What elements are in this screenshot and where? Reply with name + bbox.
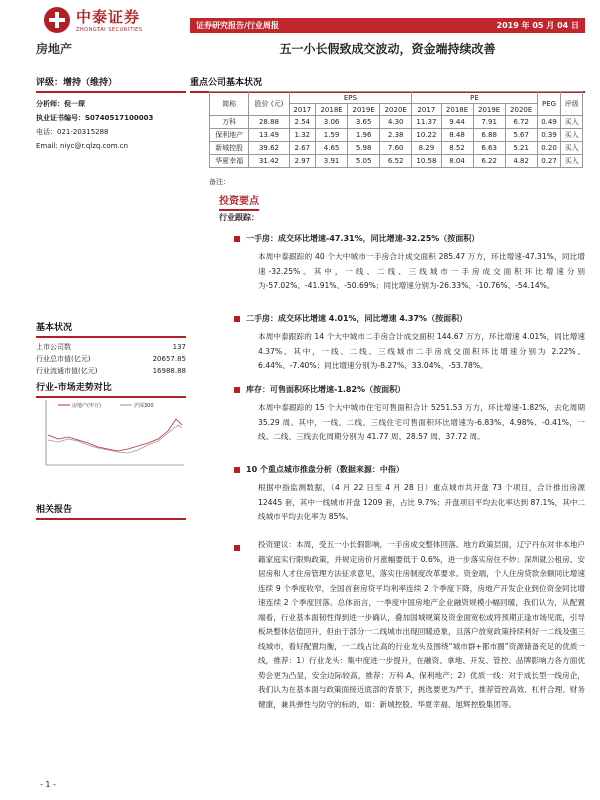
invest-title: 投资要点 <box>219 192 259 211</box>
report-date: 2019 年 05 月 04 日 <box>496 21 579 30</box>
page-number: - 1 - <box>40 780 56 789</box>
rating: 评级：增持（维持） <box>36 75 186 93</box>
trend-title: 行业-市场走势对比 <box>36 380 186 398</box>
bullet-second-hand: 二手房：成交环比增速 4.01%，同比增速 4.37%（按面积） <box>234 313 467 324</box>
bullet-icon <box>234 387 240 393</box>
th-pe: PE <box>412 92 537 104</box>
table-row: 万科 28.88 2.54 3.06 3.65 4.30 11.37 9.44 7.91 6.72 0.49 买入 <box>210 116 583 129</box>
para-second-hand: 本周中泰跟踪的 14 个大中城市二手房合计成交面积 144.67 万方，环比增速 4.01%，同比增速 4.37%。其中，一线、二线、三线城市二手房成交面积环比增速分别为 2.22%、6.44%、-7.40%；同比增速分别为-8.27%、33.04%、-53.78%。 <box>258 332 585 370</box>
cert-label: 执业证书编号： <box>36 114 85 122</box>
logo-icon <box>44 7 70 33</box>
analyst-label: 分析师： <box>36 100 64 108</box>
company-table <box>209 91 583 168</box>
basic-section <box>36 320 186 377</box>
bullet-city-analysis: 10 个重点城市推盘分析（数据来源：中指） <box>234 464 404 475</box>
company-logo <box>44 6 143 33</box>
basic-row: 行业总市值(亿元) 20657.85 <box>36 355 186 363</box>
legend-series-1: 房地产(申万) <box>72 403 101 409</box>
th-year: 2017 <box>412 104 441 116</box>
series-line-realestate <box>48 419 182 451</box>
bullet-icon <box>234 236 240 242</box>
analyst-email[interactable]: Email: niyc@r.qlzq.com.cn <box>36 142 129 150</box>
table-note: 备注： <box>209 178 230 186</box>
th-year: 2017 <box>289 104 315 116</box>
para-suggestion: 投资建议：本周，受五一小长假影响，一手房成交整体回落。地方政策层面，辽宁丹东对非本地户籍家庭实行限购政策，并规定房价月涨幅要低于 0.6%，进一步落实房住不炒；深圳就公租房、安居房和人才住房管理方法征求意见，落实住房制度改革要求。资金端，个人住房贷款余额同比增速连续 9 个季度收窄，全国首套房贷平均利率连续 2 个季度下降，房地产开发企业到位资金同比增速连续 2 个季度回落。总体而言，一季度中国房地产企业融资规模小幅回暖，我们认为，从配置端看，行业基本面韧性得到进一步确认，叠加国城规策及资金面宽松或将预期正逢市场见底，引导板块整体估值回升，但由于部分一二线城市出现回暖迹象，且落户放宽政策持续利好一二线及强三线城市，看好配置均衡，一二线占比高的行业龙头及围绕“城市群+都市圈”资源储备充足的优质一线，推荐：1）行业龙头：集中度进一步提升，在融资、拿地、开发、管控、品牌影响力各方面优势会更为凸显，安全边际较高，推荐：万科 A、保利地产；2）优质一线：对于成长型一线房企，我们认为在基本面与政策面接近底部的背景下，挑选要更为严于，推荐管控高效、杠杆合理、财务健康，兼具弹性与防守的标的，如：新城控股、华夏幸福、旭辉控股集团等。 <box>258 540 585 709</box>
brand-en: ZHONGTAI SECURITIES <box>76 27 143 33</box>
bullet-new-home: 一手房：成交环比增速-47.31%，同比增速-32.25%（按面积） <box>234 233 479 244</box>
analyst-phone: 电话：021-20315288 <box>36 128 109 136</box>
th-year: 2020E <box>380 104 412 116</box>
report-type: 证券研究报告/行业周报 <box>196 21 279 30</box>
th-peg: PEG <box>537 92 561 116</box>
basic-row: 上市公司数 137 <box>36 343 186 351</box>
cert-number: S0740517100003 <box>85 114 154 122</box>
track-label: 行业跟踪： <box>219 213 259 222</box>
bullet-icon <box>234 545 240 551</box>
th-year: 2019E <box>348 104 380 116</box>
bullet-inventory: 库存：可售面积环比增速-1.82%（按面积） <box>234 384 405 395</box>
legend-series-2: 沪深300 <box>134 403 154 409</box>
para-inventory: 本周中泰跟踪的 15 个大中城市住宅可售面积合计 5251.53 万方，环比增速-1.82%，去化周期 35.29 周。其中，一线、二线、三线住宅可售面积环比增速为-6.83%、4.98%、-0.41%，一线、二线、三线去化周期分别为 41.77 周、28.57 周、37.72 周。 <box>258 403 585 441</box>
th-year: 2018E <box>441 104 473 116</box>
series-line-hs300 <box>48 425 182 453</box>
headline: 五一小长假致成交波动，资金端持续改善 <box>279 42 496 56</box>
th-name: 简称 <box>210 92 249 116</box>
table-title: 重点公司基本状况 <box>190 75 585 93</box>
analyst-info <box>36 97 186 153</box>
th-price: 股价 (元) <box>249 92 289 116</box>
bullet-suggestion <box>234 543 246 552</box>
basic-title: 基本状况 <box>36 320 186 338</box>
related-title: 相关报告 <box>36 502 186 520</box>
basic-row: 行业流通市值(亿元) 16988.88 <box>36 367 186 375</box>
header-bar <box>190 18 585 33</box>
table-row: 保利地产 13.49 1.32 1.59 1.96 2.38 10.22 8.48 6.88 5.67 0.39 买入 <box>210 129 583 142</box>
bullet-icon <box>234 467 240 473</box>
th-year: 2019E <box>473 104 505 116</box>
sector-title: 房地产 <box>36 42 73 56</box>
para-new-home: 本周中泰跟踪的 40 个大中城市一手房合计成交面积 285.47 万方，环比增速-47.31%，同比增速-32.25%。其中，一线、二线、三线城市一手房成交面积环比增速分别为-57.02%、-41.91%、-50.69%；同比增速分别为-26.33%、-10.76%、-54.14%。 <box>258 252 585 290</box>
table-row: 新城控股 39.62 2.67 4.65 5.98 7.60 8.29 8.52 6.63 5.21 0.20 买入 <box>210 142 583 155</box>
analyst-name: 倪一琛 <box>64 100 85 108</box>
th-rating: 评级 <box>561 92 583 116</box>
trend-chart <box>36 395 188 490</box>
th-year: 2020E <box>505 104 537 116</box>
th-eps: EPS <box>289 92 412 104</box>
para-city-analysis: 根据中指监测数据，（4 月 22 日至 4 月 28 日）重点城市共开盘 73 个项目，合计推出房源 12445 套，其中一线城市开盘 1209 套，占比 9.7%；开盘项目平均去化率达到 87.1%，其中二线城市平均去化率为 85%。 <box>258 483 585 521</box>
bullet-icon <box>234 316 240 322</box>
th-year: 2018E <box>316 104 348 116</box>
table-row: 华夏幸福 31.42 2.97 3.91 5.05 6.52 10.58 8.04 6.22 4.82 0.27 买入 <box>210 155 583 168</box>
brand-cn: 中泰证券 <box>76 8 141 26</box>
